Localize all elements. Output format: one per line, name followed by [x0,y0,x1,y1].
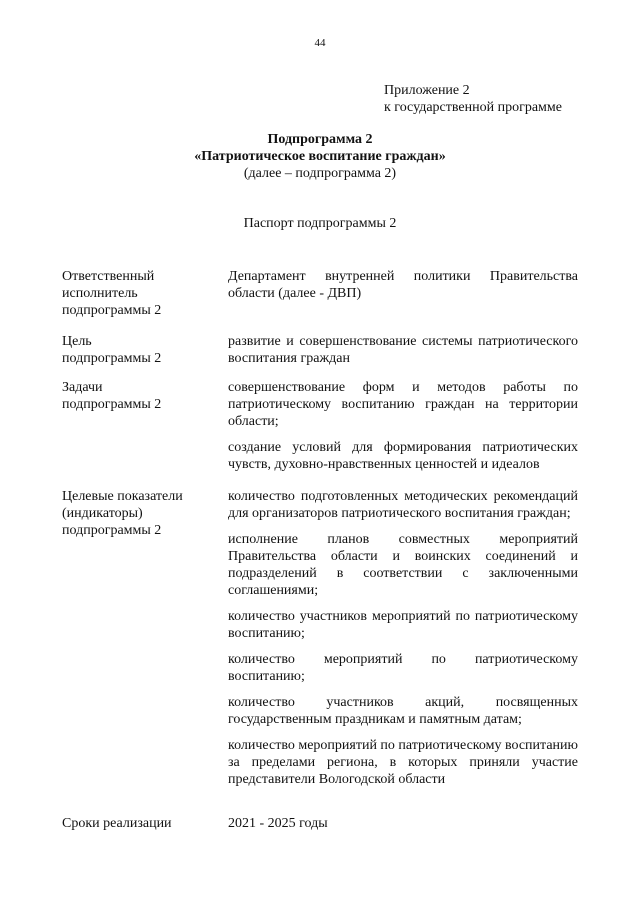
row-goal-value [228,333,578,376]
row-indicators-value [228,488,578,797]
indicator-item: количество мероприятий по патриотическому воспитанию за пределами региона, в которых приняли участие представители Вологодской области [228,738,578,787]
indicator-item: количество подготовленных методических рекомендаций для организаторов патриотического воспитания граждан; [228,489,578,521]
subprogram-title-line-3: (далее – подпрограмма 2) [243,166,397,181]
appendix-line-2: к государственной программе [384,100,562,115]
indicator-item: количество участников мероприятий по патриотическому воспитанию; [228,609,578,641]
row-terms-value [228,815,578,841]
subprogram-title [0,131,640,182]
appendix-line-1: Приложение 2 [384,83,470,98]
row-goal-text: развитие и совершенствование системы патриотического воспитания граждан [228,334,578,366]
indicator-item: количество участников акций, посвященных государственным праздникам и памятным датам; [228,695,578,727]
task-item: создание условий для формирования патриотических чувств, духовно-нравственных ценностей и идеалов [228,440,578,472]
appendix-note [384,82,562,116]
row-tasks-value [228,379,578,482]
row-indicators-label: Целевые показатели (индикаторы) подпрограммы 2 [62,489,183,538]
row-terms-label: Сроки реализации [62,816,172,831]
subprogram-title-line-2: «Патриотическое воспитание граждан» [194,149,446,164]
row-responsible-text: Департамент внутренней политики Правительства области (далее - ДВП) [228,269,578,301]
indicator-item: исполнение планов совместных мероприятий Правительства области и воинских соединений и подразделений в соответствии с заключенными соглашениями; [228,532,578,598]
passport-title: Паспорт подпрограммы 2 [243,216,397,231]
subprogram-title-line-1: Подпрограмма 2 [267,132,373,147]
row-goal-label: Цель подпрограммы 2 [62,334,162,366]
row-responsible-value [228,268,578,311]
row-terms-text: 2021 - 2025 годы [228,816,328,831]
row-responsible-label: Ответственный исполнитель подпрограммы 2 [62,269,162,318]
page-number: 44 [314,37,326,49]
indicator-item: количество мероприятий по патриотическому воспитанию; [228,652,578,684]
task-item: совершенствование форм и методов работы по патриотическому воспитанию граждан на территории области; [228,380,578,429]
row-tasks-label: Задачи подпрограммы 2 [62,380,162,412]
